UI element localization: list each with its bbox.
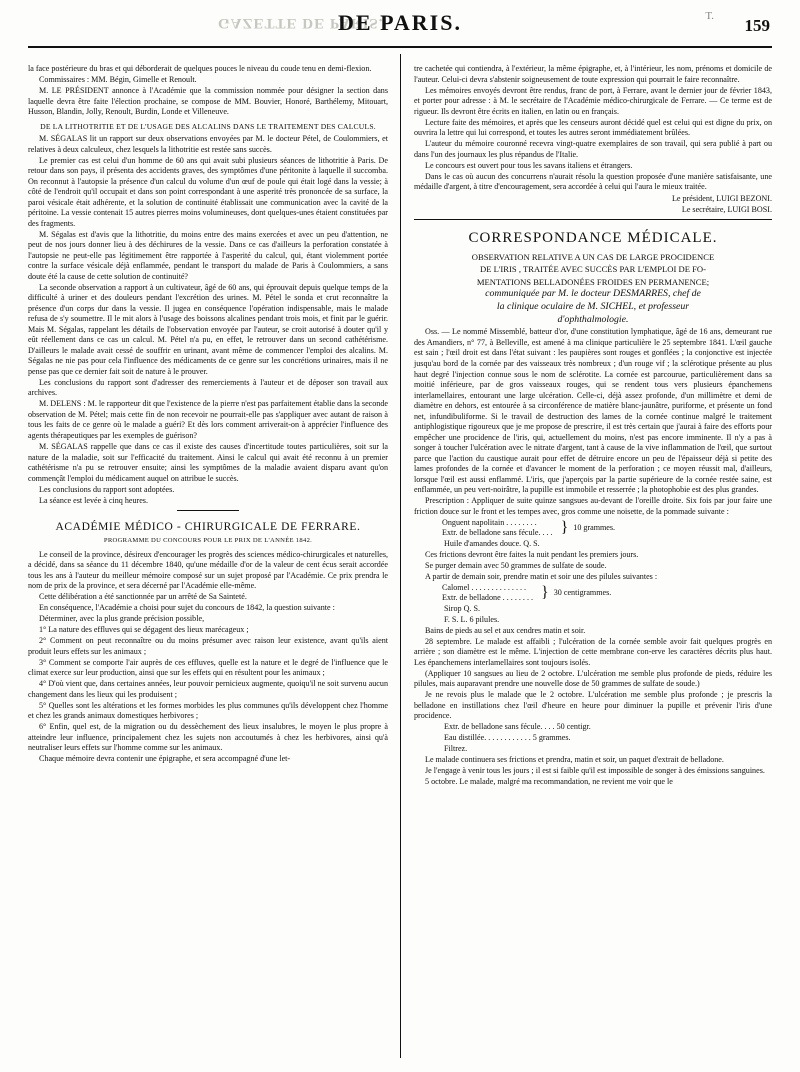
paragraph: Bains de pieds au sel et aux cendres matin et soir. <box>425 625 586 635</box>
paragraph: Les conclusions du rapport sont d'adresser des remerciements à l'auteur et de déposer son travail aux archives. <box>28 377 388 398</box>
paragraph: M. LE PRÉSIDENT annonce à l'Académie que la commission nommée pour désigner la section dans laquelle devra être faite l'élection prochaine, se compose de MM. Bouvier, Honoré, Barthélemy, Mitouart, Husson, Blandin, Jolly, Renoult, Burdin, Londe et Villeneuve. <box>28 86 388 117</box>
paragraph: Chaque mémoire devra contenir une épigraphe, et sera accompagné d'une let- <box>39 754 291 764</box>
divider <box>177 510 239 511</box>
brace-icon: } <box>560 519 569 537</box>
paragraph: Le concours est ouvert pour tous les savans italiens et étrangers. <box>425 160 633 170</box>
paragraph: tre cachetée qui contiendra, à l'extérieur, la même épigraphe, et, à l'intérieur, les nom, prénoms et domicile de l'auteur. Celui-ci devra s'abstenir soigneusement de toute expression qui pourrait le faire reconnaître. <box>414 64 772 84</box>
paragraph: En conséquence, l'Académie a choisi pour sujet du concours de 1842, la question suivante : <box>39 603 335 613</box>
section-heading-correspondance: CORRESPONDANCE MÉDICALE. <box>468 229 718 246</box>
prescription-ingredient: Eau distillée. . . . . . . . . . . . 5 grammes. <box>444 733 571 743</box>
prescription-quantity: 30 centigrammes. <box>553 587 612 597</box>
paragraph: 5 octobre. Le malade, malgré ma recommandation, ne revient me voir que le <box>425 777 673 787</box>
right-column <box>400 54 772 1058</box>
paragraph: Commissaires : MM. Bégin, Gimelle et Renoult. <box>39 75 197 85</box>
masthead <box>28 0 772 48</box>
page-title: DE PARIS. <box>338 10 462 35</box>
paragraph: Les mémoires envoyés devront être rendus, franc de port, à Ferrare, avant le dernier jour de février 1843, et porter pour adresse : à M. le secrétaire de l'Académie médico-chirurgicale de Ferrare. — Ce terme est de rigueur. Ils devront être écrits en italien, en latin ou en français. <box>414 85 772 116</box>
paragraph: Le conseil de la province, désireux d'encourager les progrès des sciences médico-chirurgicales et naturelles, a décidé, dans sa séance du 11 décembre 1840, qu'une médaille d'or de la valeur de cent écus serait accordée tous les ans à l'auteur du meilleur mémoire composé sur un sujet proposé par l'Académie. Ce prix prendra le nom de prix de la province, et sera décerné par l'Académie elle-même. <box>28 549 388 591</box>
paragraph: Déterminer, avec la plus grande précision possible, <box>39 614 205 624</box>
article-byline-line-3: d'ophthalmologie. <box>557 314 629 326</box>
prescription-ingredient: Extr. de belladone sans fécule. . . . <box>442 528 553 538</box>
list-item: 1° La nature des effluves qui se dégagent des lieux marécageux ; <box>39 625 249 635</box>
brace-icon: } <box>541 584 549 602</box>
columns-container <box>28 54 772 1058</box>
prescription-1 <box>414 518 772 539</box>
paragraph: M. SÉGALAS rappelle que dans ce cas il existe des causes d'incertitude toutes particulières, soit sur la nature de la maladie, soit sur l'efficacité du traitement. Ainsi le calcul qui avait été reconnu à un premier cathétérisme n'a pu se retrouver ensuite; ainsi les symptômes de la maladie avaient disparu avant qu'on commençât l'emploi du médicament auquel on attribue le succès. <box>28 442 388 483</box>
prescription-ingredient: Calomel . . . . . . . . . . . . . . <box>442 582 527 592</box>
article-subtitle-line-1: OBSERVATION RELATIVE A UN CAS DE LARGE PROCIDENCE <box>471 252 715 263</box>
paragraph: Dans le cas où aucun des concurrens n'aurait résolu la question proposée d'une manière satisfaisante, une médaille d'argent, à titre d'encouragement, sera accordée à celui qui l'aura le mieux traitée. <box>414 171 772 192</box>
paragraph: Je ne revois plus le malade que le 2 octobre. L'ulcération me semble plus profonde ; je prescris la belladone en instillations chez l'œil d'heure en heure pour diminuer la pupille et prévenir l'iris d'une procidence. <box>414 690 772 721</box>
list-item: 4° D'où vient que, dans certaines années, leur pouvoir pernicieux augmente, quoiqu'il ne soit survenu aucun changement dans les lieux qui les produisent ; <box>28 679 388 699</box>
article-byline-line-2: la clinique oculaire de M. SICHEL, et professeur <box>496 300 690 312</box>
paragraph: 28 septembre. Le malade est affaibli ; l'ulcération de la cornée semble avoir fait quelques progrès en arrière ; son diamètre est le même. L'injection de cette membrane con-erve les caractères décrits plus haut. Les épanchemens interlamellaires sont toujours isolés. <box>414 636 772 667</box>
paragraph: Le malade continuera ses frictions et prendra, matin et soir, un paquet d'extrait de belladone. <box>425 755 724 764</box>
signature-president: Le président, LUIGI BEZONI. <box>671 193 772 203</box>
paragraph: Lecture faite des mémoires, et après que les censeurs auront décidé quel est celui qui est digne du prix, on ouvrira la lettre qui lui correspond, et toutes les autres seront immédiatement brûlées. <box>414 117 772 138</box>
prescription-instruction: Filtrez. <box>444 744 468 754</box>
paragraph: L'auteur du mémoire couronné recevra vingt-quatre exemplaires de son travail, qui sera publié à part ou dans l'un des journaux les plus répandus de l'Italie. <box>414 139 772 159</box>
prescription-2 <box>414 583 772 604</box>
signature-secretaire: Le secrétaire, LUIGI BOSI. <box>681 205 772 215</box>
list-item: 3° Comment se comporte l'air auprès de ces effluves, quelle est la nature et le degré de l'influence que le climat exerce sur leur production, ainsi que sur les effets qui en résultent pour les animaux ; <box>28 657 388 678</box>
prescription-ingredient: Extr. de belladone sans fécule. . . . 50 centigr. <box>444 722 591 732</box>
left-column <box>28 54 400 1058</box>
paragraph: Ces frictions devront être faites la nuit pendant les premiers jours. <box>425 549 639 559</box>
paragraph: A partir de demain soir, prendre matin et soir une des pilules suivantes : <box>425 571 658 581</box>
article-byline-line-1: communiquée par M. le docteur DESMARRES, chef de <box>485 287 701 299</box>
subheading-programme: PROGRAMME DU CONCOURS POUR LE PRIX DE L'ANNÉE 1842. <box>103 537 313 545</box>
paragraph: M. Ségalas est d'avis que la lithotritie, du moins entre des mains exercées et avec un peu d'attention, ne peut de nos jours donner lieu à des déchirures de la vessie. Dans ce cas d'ailleurs la perforation constatée à l'autopsie ne peut-elle pas légitimement être rapportée à l'asperité du calcul, qui, étant violemment portée contre la surface vésicale déjà enflammée, pendant le transport du malade de Paris à Coulommiers, a sans doute été la cause de cette solution de continuité? <box>28 229 388 281</box>
prescription-ingredient: Extr. de belladone . . . . . . . . <box>442 593 534 603</box>
prescription-quantity: 10 grammes. <box>573 522 616 532</box>
prescription-ingredient: Onguent napolitain . . . . . . . . <box>442 517 537 527</box>
paragraph: Oss. — Le nommé Missemblé, batteur d'or, d'une constitution lymphatique, âgé de 16 ans, demeurant rue des Amandiers, n° 77, à Belleville, est amené à ma clinique particulière le 25 septembre 1841. L'œil gauche est sain ; l'œil droit est dans l'état suivant : les paupières sont rouges et gonflées ; la conjonctive est injectée jusqu'au bord de la cornée par des vaisseaux très nombreux ; d'un rouge vif ; la sclérotique présente au plus haut degré l'injection connue sous le nom de sclérotite. La cornée est parcourue, particulièrement dans sa moitié inférieure, par de gros vaisseaux rouges, qui se rendent tous vers plusieurs épanchemens interlamellaires, entourant une large ulcération. Celle-ci, déjà assez profonde, d'un millimètre et demi de diamètre en dehors, est entourée à sa circonférence de matière blanc-jaunâtre, puriforme, et présente un fond net, infundibuliforme. Si le travail de destruction des lames de la cornée continue malgré le traitement antiphlogistique rigoureux que je me propose de prescrire, il est très certain que j'aurai à faire des efforts pour empêcher une procidence de l'iris, qui, actuellement du moins, n'est pas encore imminente. Il n'y a pas à songer à toucher l'ulcération avec le nitrate d'argent, tant à cause de la vive inflammation de l'œil, que surtout parce que l'action du caustique aurait pour effet de détruire encore un peu de l'épaisseur déjà si petite des lames profondes de la cornée et d'avancer le moment de la perforation ; ce moyen réussit mal, d'ailleurs, lorsque l'œil est aussi enflammé. L'iris, que j'aperçois par la partie supérieure de la cornée restée saine, est enflammée, un peu vert-noirâtre, la pupille est immobile et resserrée ; la photophobie est des plus grandes. <box>414 327 772 495</box>
paragraph: M. SÉGALAS lit un rapport sur deux observations envoyées par M. le docteur Pétel, de Coulommiers, et relatives à deux calculeux, chez lesquels la lithotritie est restée sans succès. <box>28 134 388 154</box>
paragraph: Prescription : Appliquer de suite quinze sangsues au-devant de l'oreille droite. Six fois par jour faire une friction douce sur le front et les tempes avec, gros comme une noisette, de la pommade suivante : <box>414 496 772 516</box>
list-item: 6° Enfin, quel est, de la migration ou du dessèchement des lieux insalubres, le moyen le plus propre à atteindre leur influence, principalement chez les sujets non accoutumés à chez les herbivores, ainsi qu'à neutraliser leurs effets sur l'homme comme sur les animaux. <box>28 722 388 753</box>
divider <box>414 219 772 220</box>
paragraph: Se purger demain avec 50 grammes de sulfate de soude. <box>425 560 607 570</box>
paragraph: La seconde observation a rapport à un cultivateur, âgé de 60 ans, qui éprouvait depuis quelque temps de la difficulté à uriner et des douleurs pendant l'excrétion des urines. M. Pétel le sonda et crut reconnaître la présence d'un corps dur dans la vessie. Il jugea en conséquence l'opération indispensable, mais le malade refusa de s'y soumettre. Il le mit alors à l'usage des boissons alcalines pendant trois mois, et finit par le guérir. Mais M. Ségalas, rappelant les détails de l'observation envoyée par l'auteur, se croit autorisé à douter qu'il y eût réellement dans ce cas un calcul. M. Pétel n'a pu, en effet, le retrouver dans un second cathétérisme. D'ailleurs le malade avait cessé de souffrir en urinant, avant même de commencer l'emploi des alcalins. M. Ségalas ne nie pas pour cela l'influence des médicaments de ce genre sur les concrétions urinaires, mais il ne pense pas que ce dernier fait soit de nature à le prouver. <box>28 282 388 376</box>
article-subtitle-line-2: DE L'IRIS , TRAITÉE AVEC SUCCÈS PAR L'EMPLOI DE FO- <box>480 264 706 275</box>
paragraph: Les conclusions du rapport sont adoptées. <box>39 484 175 494</box>
page-number: 159 <box>744 16 770 35</box>
prescription-ingredient: Sirop Q. S. <box>444 603 480 613</box>
paragraph: Je l'engage à venir tous les jours ; il est si faible qu'il est impossible de songer à des émissions sanguines. <box>425 766 765 776</box>
prescription-ingredient: Huile d'amandes douce. Q. S. <box>444 538 540 548</box>
paragraph: (Appliquer 10 sangsues au lieu de 2 octobre. L'ulcération me semble plus profonde de pieds, réduire les pilules, mais auparavant prendre une nouvelle dose de 50 grammes de sulfate de soude.) <box>414 668 772 689</box>
paragraph: Le premier cas est celui d'un homme de 60 ans qui avait subi plusieurs séances de lithotritie à Paris. De retour dans son pays, il présenta des accidents graves, des symptômes d'une péritonite à laquelle il succomba. On reconnut à l'autopsie la présence d'un calcul du volume d'un œuf de poule qui était logé dans la vessie; à côté de l'endroit qu'il occupait et dans son point correspondant à une asperité très prononcée de sa surface, la paroi vésicale était adhérente, et la solution de continuité établissait une communication avec la cavité de la péritoine. La vessie contenait 15 autres pierres moins volumineuses, dont quelques-unes étaient constituées par des fragments. <box>28 155 388 228</box>
paragraph: La séance est levée à cinq heures. <box>39 495 148 505</box>
section-heading-ferrare: ACADÉMIE MÉDICO - CHIRURGICALE DE FERRARE. <box>55 521 361 534</box>
folio-mark: T. <box>705 10 714 22</box>
list-item: 5° Quelles sont les altérations et les formes morbides les plus communes qu'ils développent chez l'homme et chez les grands animaux domestiques herbivores ; <box>28 700 388 721</box>
paragraph: M. DELENS : M. le rapporteur dit que l'existence de la pierre n'est pas parfaitement établie dans la seconde observation de M. Pétel; mais cette fin de non recevoir ne pourrait-elle pas s'appliquer avec autant de raison à tous les faits de ce genre où le malade a guéri? Et dès lors comment arriverait-on à apprécier l'influence des agents thérapeutiques par les exemples de guérison? <box>28 399 388 440</box>
masthead-bleedthrough-title: GAZETTE DE PARIS. <box>218 15 384 31</box>
prescription-instruction: F. S. L. 6 pilules. <box>444 614 500 624</box>
section-heading-lithotritie: DE LA LITHOTRITIE ET DE L'USAGE DES ALCALINS DANS LE TRAITEMENT DES CALCULS. <box>40 121 376 131</box>
paragraph: Cette délibération a été sanctionnée par un arrêté de Sa Sainteté. <box>39 592 247 602</box>
list-item: 2° Comment on peut reconnaître ou du moins présumer avec raison leur existence, avant qu'ils aient produit leurs effets sur les animaux ; <box>28 636 388 656</box>
article-subtitle-line-3: MENTATIONS BELLADONÉES FROIDES EN PERMANENCE; <box>476 276 710 287</box>
paragraph: la face postérieure du bras et qui déborderait de quelques pouces le niveau du coude tenu en demi-flexion. <box>28 64 372 73</box>
